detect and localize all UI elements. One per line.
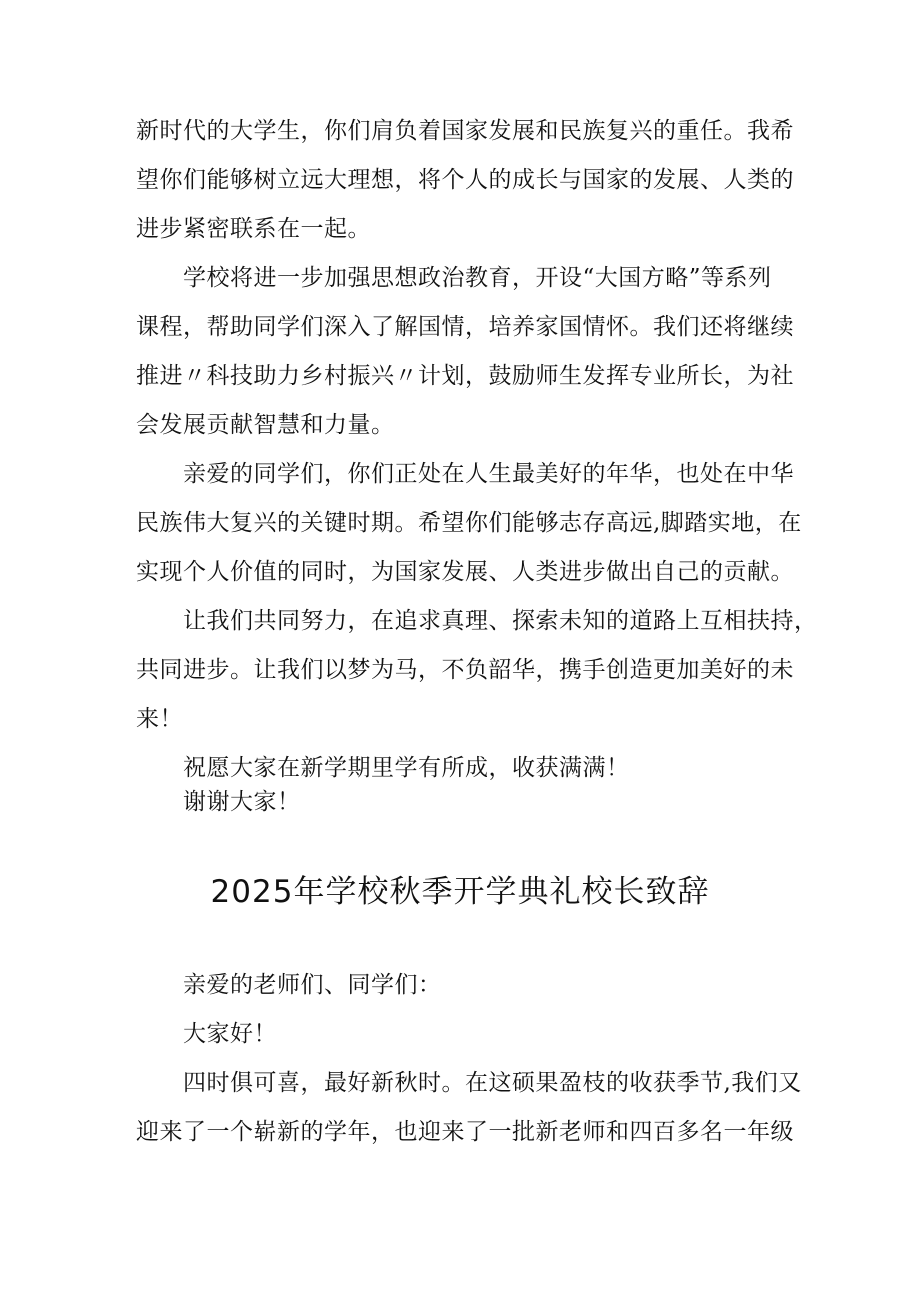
section-2-body-line-2: 迎来了一个崭新的学年，也迎来了一批新老师和四百多名一年级 bbox=[136, 1119, 794, 1145]
greeting: 大家好！ bbox=[183, 1021, 277, 1047]
paragraph-4-line-1: 让我们共同努力，在追求真理、探索未知的道路上互相扶持， bbox=[183, 608, 818, 634]
salutation: 亲爱的老师们、同学们： bbox=[183, 972, 442, 998]
paragraph-2-line-3: 推进〃科技助力乡村振兴〃计划，鼓励师生发挥专业所长，为社 bbox=[136, 363, 794, 389]
section-title: 2025年学校秋季开学典礼校长致辞 bbox=[210, 874, 710, 910]
section-2-body-line-1: 四时俱可喜，最好新秋时。在这硕果盈枝的收获季节,我们又 bbox=[183, 1070, 802, 1096]
paragraph-2-line-2: 课程，帮助同学们深入了解国情，培养家国情怀。我们还将继续 bbox=[136, 314, 794, 340]
closing-thanks: 谢谢大家！ bbox=[183, 789, 301, 815]
paragraph-2-line-4: 会发展贡献智慧和力量。 bbox=[136, 412, 395, 438]
paragraph-4-line-2: 共同进步。让我们以梦为马，不负韶华，携手创造更加美好的未 bbox=[136, 657, 794, 683]
closing-wish: 祝愿大家在新学期里学有所成，收获满满！ bbox=[183, 755, 630, 781]
paragraph-1-line-2: 望你们能够树立远大理想，将个人的成长与国家的发展、人类的 bbox=[136, 167, 794, 193]
paragraph-3-line-3: 实现个人价值的同时，为国家发展、人类进步做出自己的贡献。 bbox=[136, 559, 794, 585]
paragraph-4-line-3: 来！ bbox=[136, 706, 183, 732]
paragraph-1-line-3: 进步紧密联系在一起。 bbox=[136, 216, 371, 242]
paragraph-3-line-2: 民族伟大复兴的关键时期。希望你们能够志存高远,脚踏实地，在 bbox=[136, 510, 802, 536]
paragraph-1-line-1: 新时代的大学生，你们肩负着国家发展和民族复兴的重任。我希 bbox=[136, 118, 794, 144]
paragraph-2-line-1: 学校将进一步加强思想政治教育，开设“大国方略”等系列 bbox=[183, 265, 772, 291]
paragraph-3-line-1: 亲爱的同学们，你们正处在人生最美好的年华，也处在中华 bbox=[183, 461, 794, 487]
